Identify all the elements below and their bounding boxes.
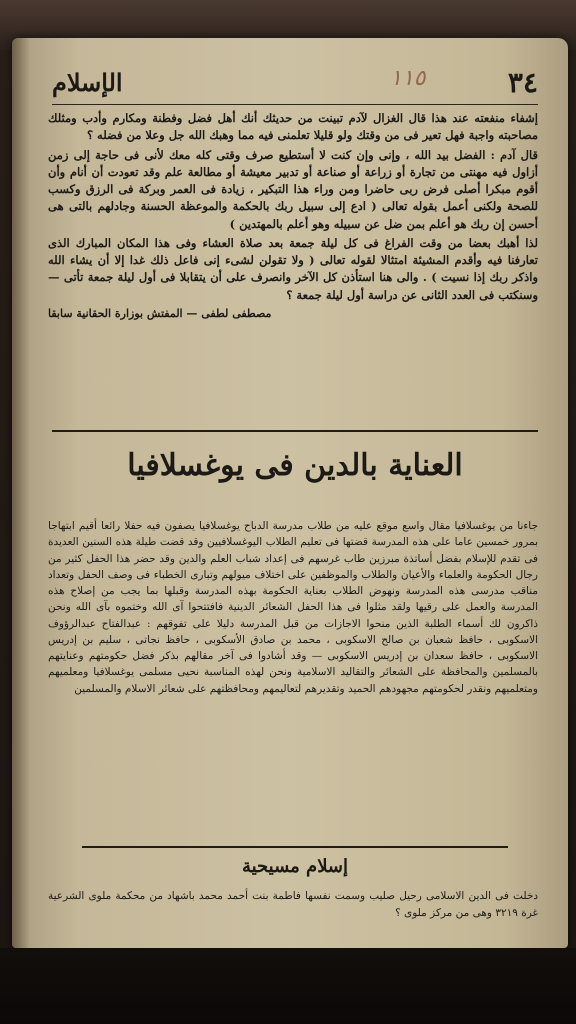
author-signature-line bbox=[48, 306, 538, 323]
header-rule bbox=[52, 104, 538, 105]
article-continuation bbox=[48, 110, 538, 322]
dark-background-bottom bbox=[0, 948, 576, 1024]
page-number: ٣٤ bbox=[507, 65, 538, 99]
author-signature: مصطفى لطفى — المفتش بوزارة الحقانية سابقا bbox=[48, 306, 272, 320]
paragraph: لذا أهبك بعضا من وقت الفراغ فى كل ليلة جمعة بعد صلاة العشاء وفى هذا المكان المبارك الذى تعارفنا فيه وأقدم المشيئة امتثالا لقوله تعالى ( ولا تقولن لشىء إنى فاعل ذلك غدا إلا أن يشاء الله واذكر ربك إذا نسيت ) . والى هنا استأذن كل الآخر وانصرف على أن يتقابلا فى أول ليلة جمعة تأتى — وسنكتب فى العدد الثانى عن دراسة أول ليلة جمعة ؟ bbox=[48, 235, 538, 302]
paragraph: قال آدم : الفضل بيد الله ، وإنى وإن كنت لا أستطيع صرف وقتى كله معك لأنى فى حاجة إلى زمن أزاول فيه مهنتى من تجارة أو زراعة أو صناعة أو تدبير معيشة أو مطالعة علم وقد تعودت أن أنام وأن أقوم مبكرا أصلى فرض ربى حاضرا ومن وراء هذا التبكير ، زيادة فى العمر وبركة فى الرزق وكسب للصحة ولكنى أعمل بقوله تعالى ( ادع إلى سبيل ربك بالحكمة والموعظة الحسنة وجادلهم بالتى هى أحسن إن ربك هو أعلم بمن ضل عن سبيله وهو أعلم بالمهتدين ) bbox=[48, 147, 538, 231]
section-divider bbox=[82, 846, 508, 848]
section-divider bbox=[52, 430, 538, 432]
book-page bbox=[12, 38, 568, 948]
article-body: جاءنا من يوغسلافيا مقال واسع موقع عليه من طلاب مدرسة الدباح يوغسلافيا يصفون فيه حفلا رائعا أقيم ابتهاجا بمرور خمسين عاما على هذه المدرسة قضتها فى تعليم الطلاب اليوغسلافيين وقد قضت طيلة هذه السنين العديدة فى تقدم للإسلام بفضل أساتذة مبرزين طاب غرسهم فى إعداد شباب العلم والدين وقد حضر هذا الحفل كثير من رجال الحكومة والعلماء والأعيان والطلاب والموظفين على اختلاف ميولهم وتبارى الخطباء فى وصف الحفل وتعداد مناقب مدرسى هذه المدرسة ونهوض الطلاب بعناية الحكومة بهذه المدرسة وقبلها بما يجب من إصلاح هذه المدرسة والعمل على رقيها ولقد مثلوا فى هذا الحفل الشعائر الدينية فافتتحوا آى الله وختموه بآى الله ونحن ذاكرون لك أسماء الطلبة الذين منحوا الاجازات من قبل المدرسة دليلا على تفوقهم : عبدالفتاح عبدالرؤوف الاسكوبى ، حافظ شعبان بن صالح الاسكوبى ، محمد بن صادق الأسكوبى ، حافظ نجاتى ، سليم بن إدريس الاسكوبى ، حافظ سعدان بن إدريس الاسكوبى — وقد أشادوا فى آخر مقالهم بذكر فضل حكومتهم وعنايتهم بالمسلمين والمحافظة على الشعائر والتقاليد الاسلامية ونحن لهذه المناسبة نحيى مسلمى يوغسلافيا ومعلميهم ومتعلميهم ونقدر لحكومتهم مجهودهم الحميد وتقديرهم لتعاليمهم ومحافظتهم على شعائر الاسلام والمسلمين bbox=[48, 520, 538, 695]
page-spine-shadow bbox=[12, 38, 30, 948]
article-title: العناية بالدين فى يوغسلافيا bbox=[127, 448, 463, 483]
article-title: إسلام مسيحية bbox=[241, 856, 349, 877]
paragraph: إشفاء منفعته عند هذا قال الغزال لآدم تبينت من حديثك أنك أهل فضل وفطنة ومكارم وأدب ومثلك مصاحبته واجبة فهل تعير فى من وقتك ولو قليلا تعلمنى فيه مما وهبك الله جل وعلا من فضله ؟ bbox=[48, 111, 538, 143]
article-body: دخلت فى الدين الاسلامى رحيل صليب وسمت نفسها فاطمة بنت أحمد محمد باشهاد من محكمة ملوى الشرعية غرة ٣٢١٩ وهى من مركز ملوى ؟ bbox=[48, 890, 538, 919]
running-title: الإسلام bbox=[52, 67, 123, 97]
handwritten-note: ١١٥ bbox=[390, 66, 426, 91]
page-header bbox=[52, 60, 538, 104]
